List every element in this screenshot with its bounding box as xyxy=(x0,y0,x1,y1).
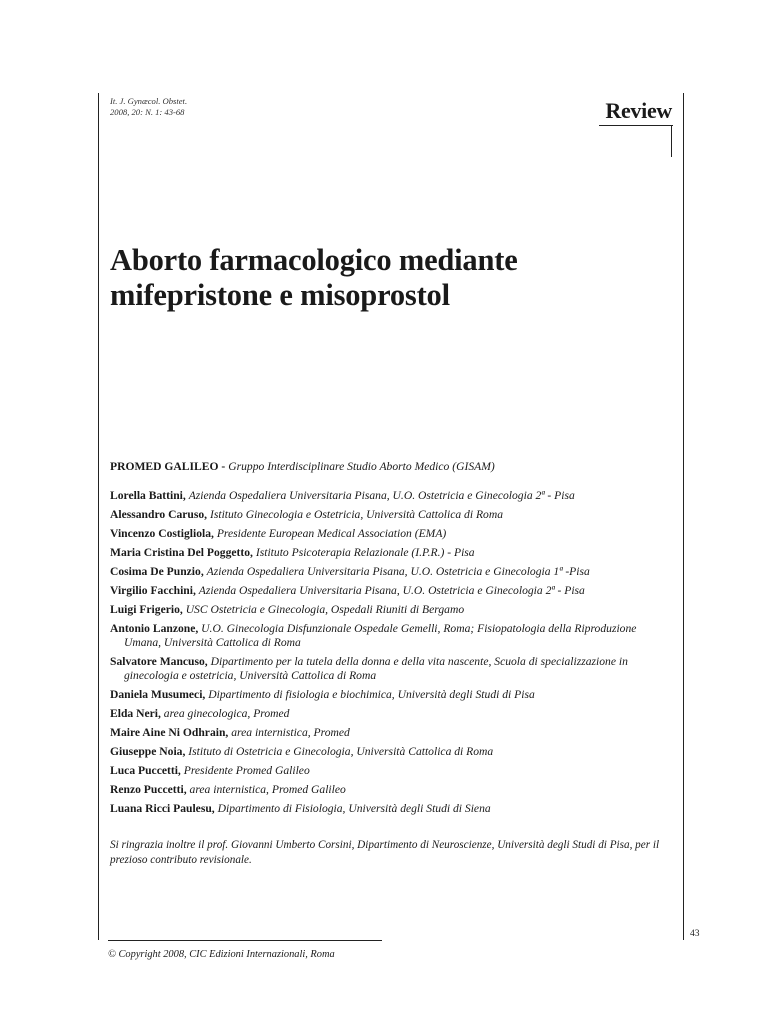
author-group xyxy=(110,459,495,474)
author-entry xyxy=(110,489,675,503)
author-entry xyxy=(110,527,675,541)
author-affiliation: Dipartimento di fisiologia e biochimica, Università degli Studi di Pisa xyxy=(208,688,535,701)
author-entry xyxy=(110,508,675,522)
author-name: Alessandro Caruso, xyxy=(110,508,208,521)
acknowledgement: Si ringrazia inoltre il prof. Giovanni Umberto Corsini, Dipartimento di Neuroscienze, Università degli Studi di Pisa, per il prezioso contributo revisionale. xyxy=(110,839,660,866)
author-name: Antonio Lanzone, xyxy=(110,622,199,635)
group-name: PROMED GALILEO - xyxy=(110,460,226,473)
author-affiliation: Istituto di Ostetricia e Ginecologia, Università Cattolica di Roma xyxy=(188,745,494,758)
title-line-1: Aborto farmacologico mediante xyxy=(110,243,518,277)
author-entry xyxy=(110,745,675,759)
section-rule-vertical xyxy=(671,125,672,157)
author-entry xyxy=(110,783,675,797)
author-entry xyxy=(110,726,675,740)
author-entry xyxy=(110,655,675,683)
author-affiliation: U.O. Ginecologia Disfunzionale Ospedale Gemelli, Roma; Fisiopatologia della Riproduzione Umana, Università Cattolica di Roma xyxy=(124,622,637,649)
left-margin-rule xyxy=(98,93,99,940)
author-affiliation: Dipartimento per la tutela della donna e della vita nascente, Scuola di specializzazione in ginecologia e ostetricia, Università Cattolica di Roma xyxy=(124,655,628,682)
author-name: Vincenzo Costigliola, xyxy=(110,527,214,540)
section-rule-horizontal xyxy=(599,125,673,126)
author-entry xyxy=(110,584,675,598)
author-name: Maire Aine Ni Odhrain, xyxy=(110,726,229,739)
author-name: Virgilio Facchini, xyxy=(110,584,196,597)
author-affiliation: area internistica, Promed Galileo xyxy=(189,783,346,796)
author-affiliation: Istituto Ginecologia e Ostetricia, Università Cattolica di Roma xyxy=(209,508,503,521)
author-entry xyxy=(110,688,675,702)
author-affiliation: Presidente European Medical Association (EMA) xyxy=(216,527,447,540)
copyright: © Copyright 2008, CIC Edizioni Internazionali, Roma xyxy=(108,949,335,960)
author-list xyxy=(110,489,675,821)
author-name: Cosima De Punzio, xyxy=(110,565,204,578)
author-entry xyxy=(110,546,675,560)
author-entry xyxy=(110,802,675,816)
author-name: Luana Ricci Paulesu, xyxy=(110,802,215,815)
author-entry xyxy=(110,707,675,721)
author-name: Maria Cristina Del Poggetto, xyxy=(110,546,253,559)
article-title xyxy=(110,243,518,313)
journal-name: It. J. Gynæcol. Obstet. xyxy=(110,96,188,106)
right-margin-rule xyxy=(683,93,684,940)
author-affiliation: USC Ostetricia e Ginecologia, Ospedali Riuniti di Bergamo xyxy=(185,603,465,616)
author-affiliation: Istituto Psicoterapia Relazionale (I.P.R.) - Pisa xyxy=(255,546,475,559)
author-affiliation: Azienda Ospedaliera Universitaria Pisana, U.O. Ostetricia e Ginecologia 2ª - Pisa xyxy=(198,584,585,597)
author-name: Salvatore Mancuso, xyxy=(110,655,208,668)
author-affiliation: area ginecologica, Promed xyxy=(163,707,290,720)
footer-rule xyxy=(108,940,382,941)
author-name: Daniela Musumeci, xyxy=(110,688,206,701)
author-affiliation: area internistica, Promed xyxy=(231,726,350,739)
journal-citation xyxy=(110,96,187,118)
author-entry xyxy=(110,603,675,617)
author-affiliation: Azienda Ospedaliera Universitaria Pisana, U.O. Ostetricia e Ginecologia 2ª - Pisa xyxy=(188,489,575,502)
author-name: Giuseppe Noia, xyxy=(110,745,186,758)
author-name: Renzo Puccetti, xyxy=(110,783,187,796)
title-line-2: mifepristone e misoprostol xyxy=(110,278,450,312)
author-affiliation: Dipartimento di Fisiologia, Università degli Studi di Siena xyxy=(217,802,491,815)
author-entry xyxy=(110,565,675,579)
author-name: Elda Neri, xyxy=(110,707,161,720)
page-number: 43 xyxy=(690,929,700,939)
author-name: Luca Puccetti, xyxy=(110,764,181,777)
author-affiliation: Presidente Promed Galileo xyxy=(183,764,310,777)
author-affiliation: Azienda Ospedaliera Universitaria Pisana, U.O. Ostetricia e Ginecologia 1ª -Pisa xyxy=(206,565,590,578)
author-entry xyxy=(110,622,675,650)
section-label: Review xyxy=(605,98,672,123)
author-name: Luigi Frigerio, xyxy=(110,603,183,616)
journal-volume: 2008, 20: N. 1: 43-68 xyxy=(110,107,185,117)
author-name: Lorella Battini, xyxy=(110,489,186,502)
group-description: Gruppo Interdisciplinare Studio Aborto Medico (GISAM) xyxy=(228,460,495,473)
author-entry xyxy=(110,764,675,778)
